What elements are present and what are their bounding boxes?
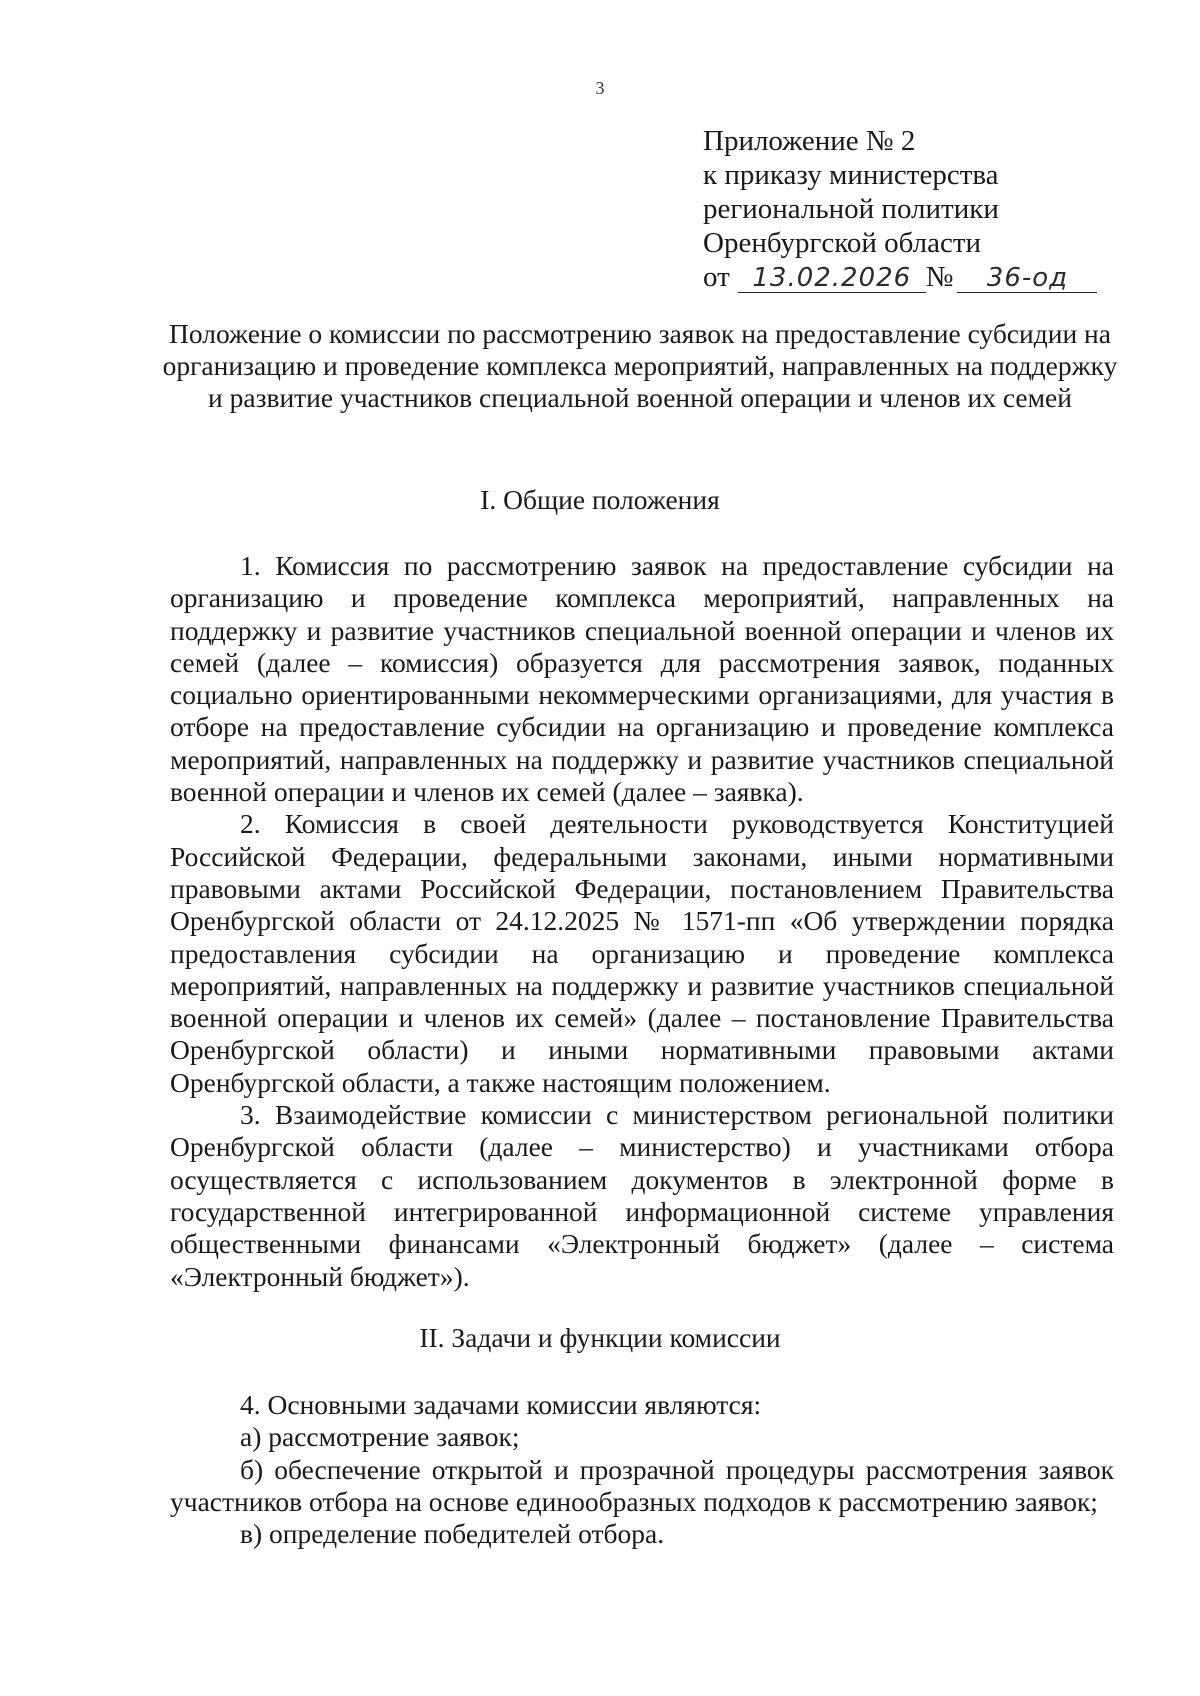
- appendix-block: [703, 124, 1103, 294]
- appendix-line-1: Приложение № 2: [703, 125, 916, 157]
- handwritten-date: 13.02.2026: [752, 263, 912, 293]
- paragraph-3: 3. Взаимодействие комиссии с министерством региональной политики Оренбургской области (далее – министерство) и участниками отбора осуществляется с использованием документов в электронной форме в государственной интегрированной информационной системе управления общественными финансами «Электронный бюджет» (далее – система «Электронный бюджет»).: [170, 1099, 1114, 1292]
- from-label: от: [703, 261, 730, 293]
- list-item-c: в) определение победителей отбора.: [240, 1518, 665, 1550]
- date-field: [738, 263, 926, 293]
- number-field: [957, 263, 1097, 293]
- order-date-number-line: [703, 260, 1103, 294]
- appendix-line-4: Оренбургской области: [703, 227, 982, 259]
- list-item-b: б) обеспечение открытой и прозрачной процедуры рассмотрения заявок участников отбора на основе единообразных подходов к рассмотрению заявок;: [170, 1453, 1114, 1517]
- section-heading-1: I. Общие положения: [480, 484, 720, 515]
- document-title: Положение о комиссии по рассмотрению заявок на предоставление субсидии на организацию и проведение комплекса мероприятий, направленных на поддержку и развитие участников специальной военной операции и членов их семей: [162, 318, 1118, 413]
- number-label: №: [925, 261, 954, 293]
- appendix-line-3: региональной политики: [703, 193, 999, 225]
- section-2-body: [170, 1389, 1114, 1550]
- section-1-body: [170, 550, 1114, 1293]
- page-number: 3: [595, 78, 605, 98]
- paragraph-4: 4. Основными задачами комиссии являются:: [240, 1389, 762, 1420]
- section-heading-2: II. Задачи и функции комиссии: [419, 1322, 781, 1353]
- handwritten-number: 36-од: [986, 263, 1069, 293]
- paragraph-2: 2. Комиссия в своей деятельности руководствуется Конституцией Российской Федерации, федеральными законами, иными нормативными правовыми актами Российской Федерации, постановлением Правительства Оренбургской области от 24.12.2025 № 1571-пп «Об утверждении порядка предоставления субсидии на организацию и проведение комплекса мероприятий, направленных на поддержку и развитие участников специальной военной операции и членов их семей» (далее – постановление Правительства Оренбургской области) и иными нормативными правовыми актами Оренбургской области, а также настоящим положением.: [170, 808, 1114, 1098]
- appendix-line-2: к приказу министерства: [703, 159, 999, 191]
- paragraph-1: 1. Комиссия по рассмотрению заявок на предоставление субсидии на организацию и проведение комплекса мероприятий, направленных на поддержку и развитие участников специальной военной операции и членов их семей (далее – комиссия) образуется для рассмотрения заявок, поданных социально ориентированными некоммерческими организациями, для участия в отборе на предоставление субсидии на организацию и проведение комплекса мероприятий, направленных на поддержку и развитие участников специальной военной операции и членов их семей (далее – заявка).: [170, 550, 1114, 808]
- list-item-a: а) рассмотрение заявок;: [240, 1421, 520, 1453]
